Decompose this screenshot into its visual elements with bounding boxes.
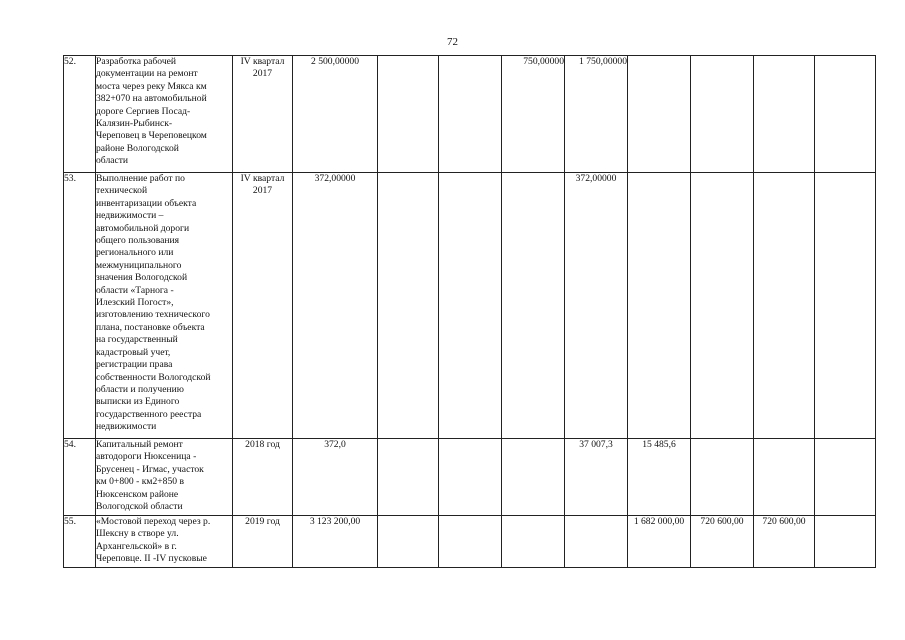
desc-line: недвижимости – xyxy=(96,210,164,222)
value-cell xyxy=(378,173,439,439)
period-line: IV квартал xyxy=(240,56,285,67)
desc-line: документации на ремонт xyxy=(96,68,198,80)
value-cell: 2 500,00000 xyxy=(293,56,378,173)
value-cell: 1 750,00000 xyxy=(565,56,628,173)
page-number: 72 xyxy=(447,36,458,48)
period-line: 2017 xyxy=(252,68,273,80)
value-cell xyxy=(691,439,754,516)
desc-line: государственного реестра xyxy=(96,408,202,420)
row-number: 52. xyxy=(64,56,96,173)
value-cell xyxy=(502,516,565,568)
desc-line: технической xyxy=(96,185,148,197)
table-row xyxy=(64,439,876,516)
row-period xyxy=(233,56,293,173)
desc-line: «Мостовой переход через р. xyxy=(96,516,211,527)
desc-line: Разработка рабочей xyxy=(96,56,177,67)
desc-line: автомобильной дороги xyxy=(96,222,190,234)
desc-line: на государственный xyxy=(96,334,178,346)
value-cell xyxy=(502,439,565,516)
desc-line: межмуниципального xyxy=(96,259,182,271)
value-cell xyxy=(628,173,691,439)
desc-line: автодороги Нюксеница - xyxy=(96,451,197,463)
desc-line: км 0+800 - км2+850 в xyxy=(96,476,184,488)
desc-line: Нюксенском районе xyxy=(96,488,179,500)
desc-line: моста через реку Мякса км xyxy=(96,80,207,92)
value-cell xyxy=(815,439,876,516)
value-cell xyxy=(754,173,815,439)
desc-line: 382+070 на автомобильной xyxy=(96,93,207,105)
desc-line: Илезский Погост», xyxy=(96,297,174,309)
desc-line: выписки из Единого xyxy=(96,396,180,408)
period-line: 2018 год xyxy=(245,439,280,450)
row-description xyxy=(96,56,233,173)
row-number: 55. xyxy=(64,516,96,568)
desc-line: изготовлению технического xyxy=(96,309,210,321)
desc-line: собственности Вологодской xyxy=(96,371,211,383)
desc-line: Калязин-Рыбинск- xyxy=(96,118,173,130)
row-period xyxy=(233,439,293,516)
value-cell xyxy=(378,439,439,516)
value-cell: 372,00000 xyxy=(565,173,628,439)
value-cell xyxy=(628,56,691,173)
period-line: 2019 год xyxy=(245,516,280,527)
value-cell xyxy=(691,56,754,173)
desc-line: кадастровый учет, xyxy=(96,346,171,358)
value-cell: 372,0 xyxy=(293,439,378,516)
value-cell: 3 123 200,00 xyxy=(293,516,378,568)
desc-line: регионального или xyxy=(96,247,174,259)
value-cell xyxy=(815,56,876,173)
desc-line: значения Вологодской xyxy=(96,272,188,284)
desc-line: области «Тарнога - xyxy=(96,284,174,296)
row-period xyxy=(233,516,293,568)
row-description xyxy=(96,173,233,439)
value-cell xyxy=(439,439,502,516)
period-line: 2017 xyxy=(252,185,273,197)
value-cell xyxy=(754,439,815,516)
value-cell xyxy=(815,516,876,568)
value-cell xyxy=(691,173,754,439)
table-row xyxy=(64,173,876,439)
value-cell: 1 682 000,00 xyxy=(628,516,691,568)
table-row xyxy=(64,56,876,173)
value-cell xyxy=(815,173,876,439)
value-cell xyxy=(754,56,815,173)
desc-line: Шексну в створе ул. xyxy=(96,528,179,540)
desc-line: Череповце. II -IV пусковые xyxy=(96,553,207,565)
row-description xyxy=(96,439,233,516)
budget-table xyxy=(63,55,876,568)
desc-line: области и получению xyxy=(96,383,184,395)
value-cell: 372,00000 xyxy=(293,173,378,439)
desc-line: недвижимости xyxy=(96,421,157,433)
desc-line: Брусенец - Игмас, участок xyxy=(96,463,204,475)
row-number: 54. xyxy=(64,439,96,516)
desc-line: Капитальный ремонт xyxy=(96,439,183,450)
desc-line: области xyxy=(96,155,129,167)
value-cell: 750,00000 xyxy=(502,56,565,173)
value-cell xyxy=(378,516,439,568)
table-row xyxy=(64,516,876,568)
desc-line: плана, постановке объекта xyxy=(96,321,205,333)
desc-line: Архангельской» в г. xyxy=(96,540,177,552)
desc-line: Вологодской области xyxy=(96,501,183,513)
value-cell: 720 600,00 xyxy=(754,516,815,568)
value-cell: 37 007,3 xyxy=(565,439,628,516)
desc-line: общего пользования xyxy=(96,235,180,247)
value-cell xyxy=(439,173,502,439)
period-line: IV квартал xyxy=(240,173,285,184)
desc-line: Череповец в Череповецком xyxy=(96,130,207,142)
desc-line: дороге Сергиев Посад- xyxy=(96,105,191,117)
value-cell xyxy=(502,173,565,439)
desc-line: инвентаризации объекта xyxy=(96,197,197,209)
value-cell xyxy=(439,516,502,568)
row-number: 53. xyxy=(64,173,96,439)
desc-line: регистрации права xyxy=(96,359,173,371)
row-description xyxy=(96,516,233,568)
desc-line: Выполнение работ по xyxy=(96,173,185,184)
value-cell xyxy=(378,56,439,173)
value-cell: 15 485,6 xyxy=(628,439,691,516)
row-period xyxy=(233,173,293,439)
value-cell: 720 600,00 xyxy=(691,516,754,568)
desc-line: районе Вологодской xyxy=(96,142,179,154)
value-cell xyxy=(439,56,502,173)
value-cell xyxy=(565,516,628,568)
